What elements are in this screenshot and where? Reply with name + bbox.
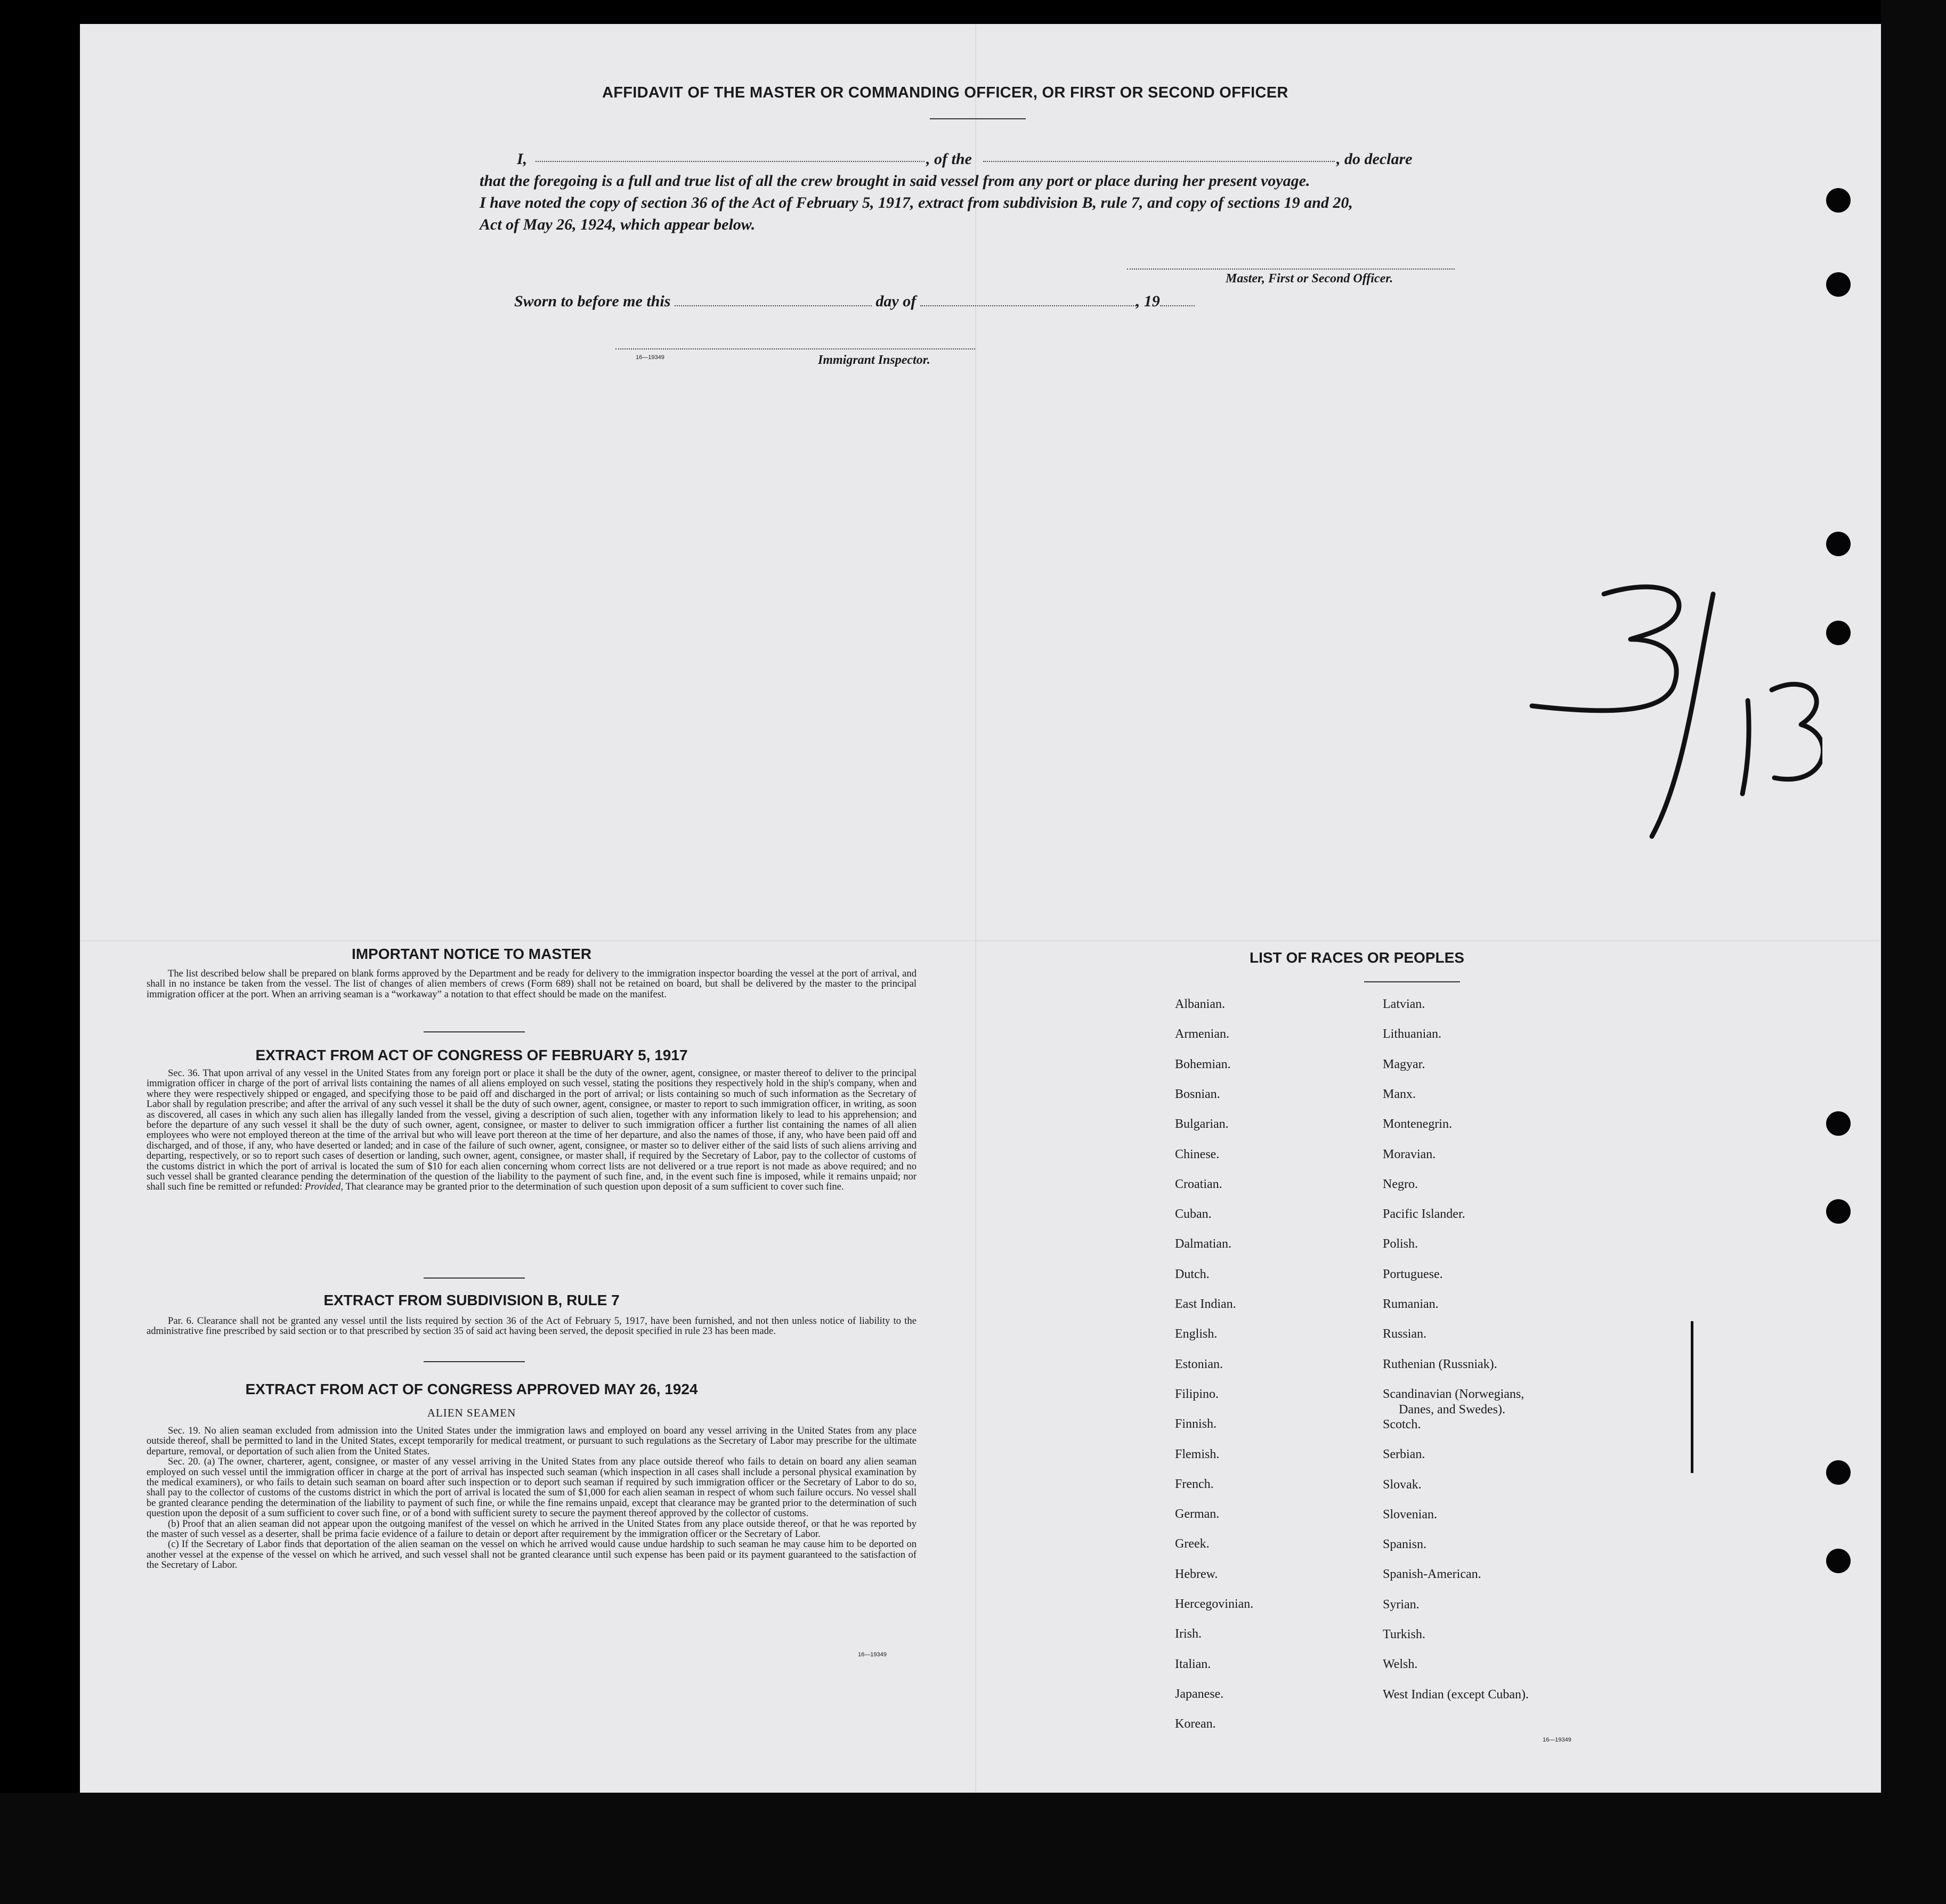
race-list-item: Bosnian. <box>1175 1087 1220 1101</box>
declaration-line-1 <box>480 148 1481 170</box>
race-list-item: Montenegrin. <box>1383 1117 1452 1132</box>
extract-1917-title: EXTRACT FROM ACT OF CONGRESS OF FEBRUARY 5, 1917 <box>255 1047 688 1063</box>
section-36-text: Sec. 36. That upon arrival of any vessel in the United States from any foreign port or place it shall be the duty of the owner, agent, consignee, or master thereof to deliver to the principal immigration officer in charge of the port of arrival lists containing the names of all aliens employed on such vessel, stating the positions they respectively hold in the ship's company, when and where they were respectively shipped or engaged, and specifying those to be paid off and discharged in the port of arrival; or lists containing so much of such information as the Secretary of Labor shall by regulation prescribe; and after the arrival of any such vessel it shall be the duty of such owner, agent, consignee, or master to report to such immigration officer, in writing, as soon as discovered, all cases in which any such alien has illegally landed from the vessel, giving a description of such alien, together with any information likely to lead to his apprehension; and before the departure of any such vessel it shall be the duty of such owner, agent, consignee, or master to deliver to such immigration officer a further list containing the names of all alien employees who were not employed thereon at the time of the arrival but who will leave port thereon at the time of her departure, and also the names of those, if any, who have been paid off and discharged, and of those, if any, who have deserted or landed; and in case of the failure of such owner, agent, consignee, or master so to deliver either of the said lists of such aliens arriving and departing, respectively, or so to report such cases of desertion or landing, such owner, agent, consignee, or master shall, if required by the Secretary of Labor, pay to the collector of customs of the customs district in which the port of arrival is located the sum of $10 for each alien concerning whom correct lists are not delivered or a true report is not made as above required; and no such vessel shall be granted clearance pending the determination of the question of the liability to the payment of such fine, and, in the event such fine is imposed, while it remains unpaid; nor shall such fine be remitted or refunded: <box>147 1068 917 1193</box>
section-19-text: Sec. 19. No alien seaman excluded from admission into the United States under the immigration laws and employed on board any vessel arriving in the United States from any place outside thereof, shall be permitted to land in the United States, except temporarily for medical treatment, or pursuant to such regulations as the Secretary of Labor may prescribe for the ultimate departure, removal, or deportation of such alien from the United States. <box>147 1425 917 1457</box>
scan-border-bottom <box>0 1793 1946 1904</box>
section-20a-text: Sec. 20. (a) The owner, charterer, agent, consignee, or master of any vessel arriving in the United States from any place outside thereof who fails to detain on board any alien seaman employed on such vessel until the immigration officer in charge at the port of arrival has inspected such seaman (which inspection in all cases shall include a personal physical examination by the medical examiners), or who fails to detain such seaman on board after such inspection or to deport such seaman if required by such immigration officer or the Secretary of Labor to do so, shall pay to the collector of customs of the customs district in which the port of arrival is located the sum of $1,000 for each alien seaman in respect of whom such failure occurs. No vessel shall be granted clearance pending the determination of the liability to payment of such fine, or while the fine remains unpaid, except that clearance may be granted prior to the determination of such question upon the deposit of a sum sufficient to cover such fine, or of a bond with sufficient surety to secure the payment thereof approved by the collector of customs. <box>147 1456 917 1519</box>
declarant-prefix: I, <box>517 150 528 168</box>
race-list-item: Bohemian. <box>1175 1057 1231 1071</box>
notice-title: IMPORTANT NOTICE TO MASTER <box>351 946 592 962</box>
declarant-name-field[interactable] <box>536 148 925 162</box>
extract-1917-text <box>147 1068 917 1192</box>
race-list-item: Danes, and Swedes). <box>1399 1402 1505 1417</box>
race-list-item: Estonian. <box>1175 1357 1223 1371</box>
race-list-item: Hercegovinian. <box>1175 1597 1254 1611</box>
punch-hole-icon <box>1826 1111 1851 1136</box>
race-list-item: Lithuanian. <box>1383 1027 1441 1041</box>
fold-line-horizontal <box>80 940 1881 941</box>
race-list-item: Slovenian. <box>1383 1507 1437 1521</box>
section-rule <box>424 1361 525 1362</box>
extract-1924-paragraph <box>147 1426 917 1571</box>
race-list-item: English. <box>1175 1327 1218 1341</box>
section-rule <box>424 1031 525 1032</box>
scan-border-right <box>1881 0 1946 1904</box>
master-signature-field[interactable] <box>1127 268 1455 270</box>
race-list-item: Polish. <box>1383 1237 1418 1251</box>
title-rule <box>1364 981 1460 982</box>
race-list-item: Filipino. <box>1175 1387 1219 1401</box>
race-list-item: Spanish-American. <box>1383 1567 1481 1582</box>
race-list-item: Moravian. <box>1383 1147 1436 1161</box>
vessel-name-field[interactable] <box>983 148 1335 162</box>
race-list-item: Syrian. <box>1383 1597 1420 1612</box>
year-prefix-label: , 19 <box>1136 292 1160 310</box>
punch-hole-icon <box>1826 1199 1851 1224</box>
do-declare-label: , do declare <box>1336 150 1413 168</box>
race-list-item: Albanian. <box>1175 997 1225 1011</box>
day-of-label: day of <box>875 292 917 310</box>
race-list-item: Scotch. <box>1383 1417 1421 1431</box>
extract-1917-paragraph <box>147 1068 917 1192</box>
fold-line-vertical <box>975 24 976 1793</box>
race-list-item: Bulgarian. <box>1175 1117 1229 1132</box>
races-list-title: LIST OF RACES OR PEOPLES <box>1250 949 1464 966</box>
race-list-item: Irish. <box>1175 1627 1202 1641</box>
notice-text: The list described below shall be prepared on blank forms approved by the Department and be ready for delivery to the immigration inspector boarding the vessel at the port of arrival, and shall in no instance be taken from the vessel. The list of changes of alien members of crews (Form 689) shall not be retained on board, but shall be delivered by the master to the principal immigration officer at the port. When an arriving seaman is a “workaway” a notation to that effect should be made on the manifest. <box>147 968 917 1000</box>
punch-hole-icon <box>1826 272 1851 297</box>
sworn-day-field[interactable] <box>675 292 872 306</box>
race-list-item: French. <box>1175 1477 1214 1491</box>
subdivision-paragraph <box>147 1316 917 1337</box>
race-list-item: Korean. <box>1175 1717 1216 1731</box>
race-list-item: Italian. <box>1175 1657 1211 1671</box>
affidavit-declaration <box>480 148 1481 235</box>
race-list-item: Manx. <box>1383 1087 1416 1101</box>
section-rule <box>424 1278 525 1279</box>
proviso-text: That clearance may be granted prior to the determination of such question upon deposit of a sum sufficient to cover such fine. <box>345 1181 844 1193</box>
punch-hole-icon <box>1826 188 1851 213</box>
race-list-item: Pacific Islander. <box>1383 1207 1465 1222</box>
race-list-item: Latvian. <box>1383 997 1425 1011</box>
race-list-item: Dutch. <box>1175 1267 1210 1281</box>
declaration-line-4: Act of May 26, 1924, which appear below. <box>480 216 756 233</box>
race-list-item: Rumanian. <box>1383 1297 1439 1311</box>
form-number: 16—19349 <box>858 1651 887 1658</box>
race-list-item: Cuban. <box>1175 1207 1212 1222</box>
form-number: 16—19349 <box>1543 1737 1571 1743</box>
affidavit-title: AFFIDAVIT OF THE MASTER OR COMMANDING OFFICER, OR FIRST OR SECOND OFFICER <box>602 84 1288 101</box>
punch-hole-icon <box>1826 1460 1851 1485</box>
inspector-signature-field[interactable] <box>615 348 975 349</box>
margin-mark <box>1691 1321 1693 1473</box>
of-the-label: , of the <box>926 150 972 168</box>
race-list-item: Turkish. <box>1383 1628 1425 1641</box>
proviso-label: Provided, <box>304 1181 344 1193</box>
race-list-item: West Indian (except Cuban). <box>1383 1687 1529 1702</box>
race-list-item: Negro. <box>1383 1177 1418 1191</box>
race-list-item: Chinese. <box>1175 1147 1220 1161</box>
inspector-label: Immigrant Inspector. <box>818 353 930 367</box>
race-list-item: Serbian. <box>1383 1447 1425 1462</box>
sworn-month-field[interactable] <box>920 292 1136 306</box>
extract-1924-title: EXTRACT FROM ACT OF CONGRESS APPROVED MAY 26, 1924 <box>245 1381 698 1397</box>
race-list-item: East Indian. <box>1175 1297 1236 1311</box>
sworn-label: Sworn to before me this <box>514 292 671 310</box>
handwritten-folio-mark <box>1524 565 1822 842</box>
section-20c-text: (c) If the Secretary of Labor finds that deportation of the alien seaman on the vessel on which he arrived would cause undue hardship to such seaman he may cause him to be deported on another vessel at the expense of the vessel on which he arrived, and such vessel shall not be granted clearance until such expense has been paid or its payment guaranteed to the satisfaction of the Secretary of Labor. <box>147 1539 917 1571</box>
race-list-item: Croatian. <box>1175 1177 1222 1191</box>
subdivision-title: EXTRACT FROM SUBDIVISION B, RULE 7 <box>323 1292 620 1308</box>
race-list-item: Scandinavian (Norwegians, <box>1383 1387 1525 1401</box>
race-list-item: Russian. <box>1383 1327 1427 1341</box>
declaration-line-2: that the foregoing is a full and true list of all the crew brought in said vessel from any port or place during her present voyage. <box>480 172 1310 190</box>
race-list-item: German. <box>1175 1507 1220 1521</box>
sworn-statement <box>514 292 1195 311</box>
race-list-item: Finnish. <box>1175 1417 1217 1431</box>
race-list-item: Magyar. <box>1383 1057 1425 1071</box>
section-20b-text: (b) Proof that an alien seaman did not appear upon the outgoing manifest of the vessel on which he arrived in the United States from any place outside thereof, or that he was reported by the master of such vessel as a deserter, shall be prima facie evidence of a failure to detain or deport after requirement by the immigration officer or the Secretary of Labor. <box>147 1518 917 1540</box>
race-list-item: Greek. <box>1175 1537 1210 1551</box>
race-list-item: Portuguese. <box>1383 1267 1443 1281</box>
race-list-item: Armenian. <box>1175 1027 1229 1041</box>
punch-hole-icon <box>1826 1549 1851 1573</box>
master-signature-label: Master, First or Second Officer. <box>1226 272 1393 286</box>
race-list-item: Japanese. <box>1175 1687 1224 1701</box>
punch-hole-icon <box>1826 532 1851 556</box>
notice-paragraph <box>147 969 917 999</box>
declaration-line-3: I have noted the copy of section 36 of the Act of February 5, 1917, extract from subdivision B, rule 7, and copy of sections 19 and 20, <box>480 194 1353 211</box>
punch-hole-icon <box>1826 621 1851 645</box>
race-list-item: Spanisn. <box>1383 1537 1427 1552</box>
race-list-item: Slovak. <box>1383 1477 1422 1492</box>
subdivision-text: Par. 6. Clearance shall not be granted any vessel until the lists required by section 36 of the Act of February 5, 1917, have been furnished, and not then unless notice of liability to the administrative fine prescribed by said section or to that prescribed by section 35 of said act having been served, the deposit specified in rule 23 has been made. <box>147 1315 917 1337</box>
alien-seamen-subtitle: ALIEN SEAMEN <box>427 1406 516 1419</box>
title-rule <box>930 118 1026 119</box>
sworn-year-field[interactable] <box>1160 292 1195 306</box>
race-list-item: Dalmatian. <box>1175 1237 1231 1251</box>
race-list-item: Welsh. <box>1383 1657 1418 1672</box>
race-list-item: Hebrew. <box>1175 1567 1218 1581</box>
race-list-item: Ruthenian (Russniak). <box>1383 1357 1497 1371</box>
race-list-item: Flemish. <box>1175 1447 1220 1461</box>
form-number: 16—19349 <box>636 354 664 361</box>
